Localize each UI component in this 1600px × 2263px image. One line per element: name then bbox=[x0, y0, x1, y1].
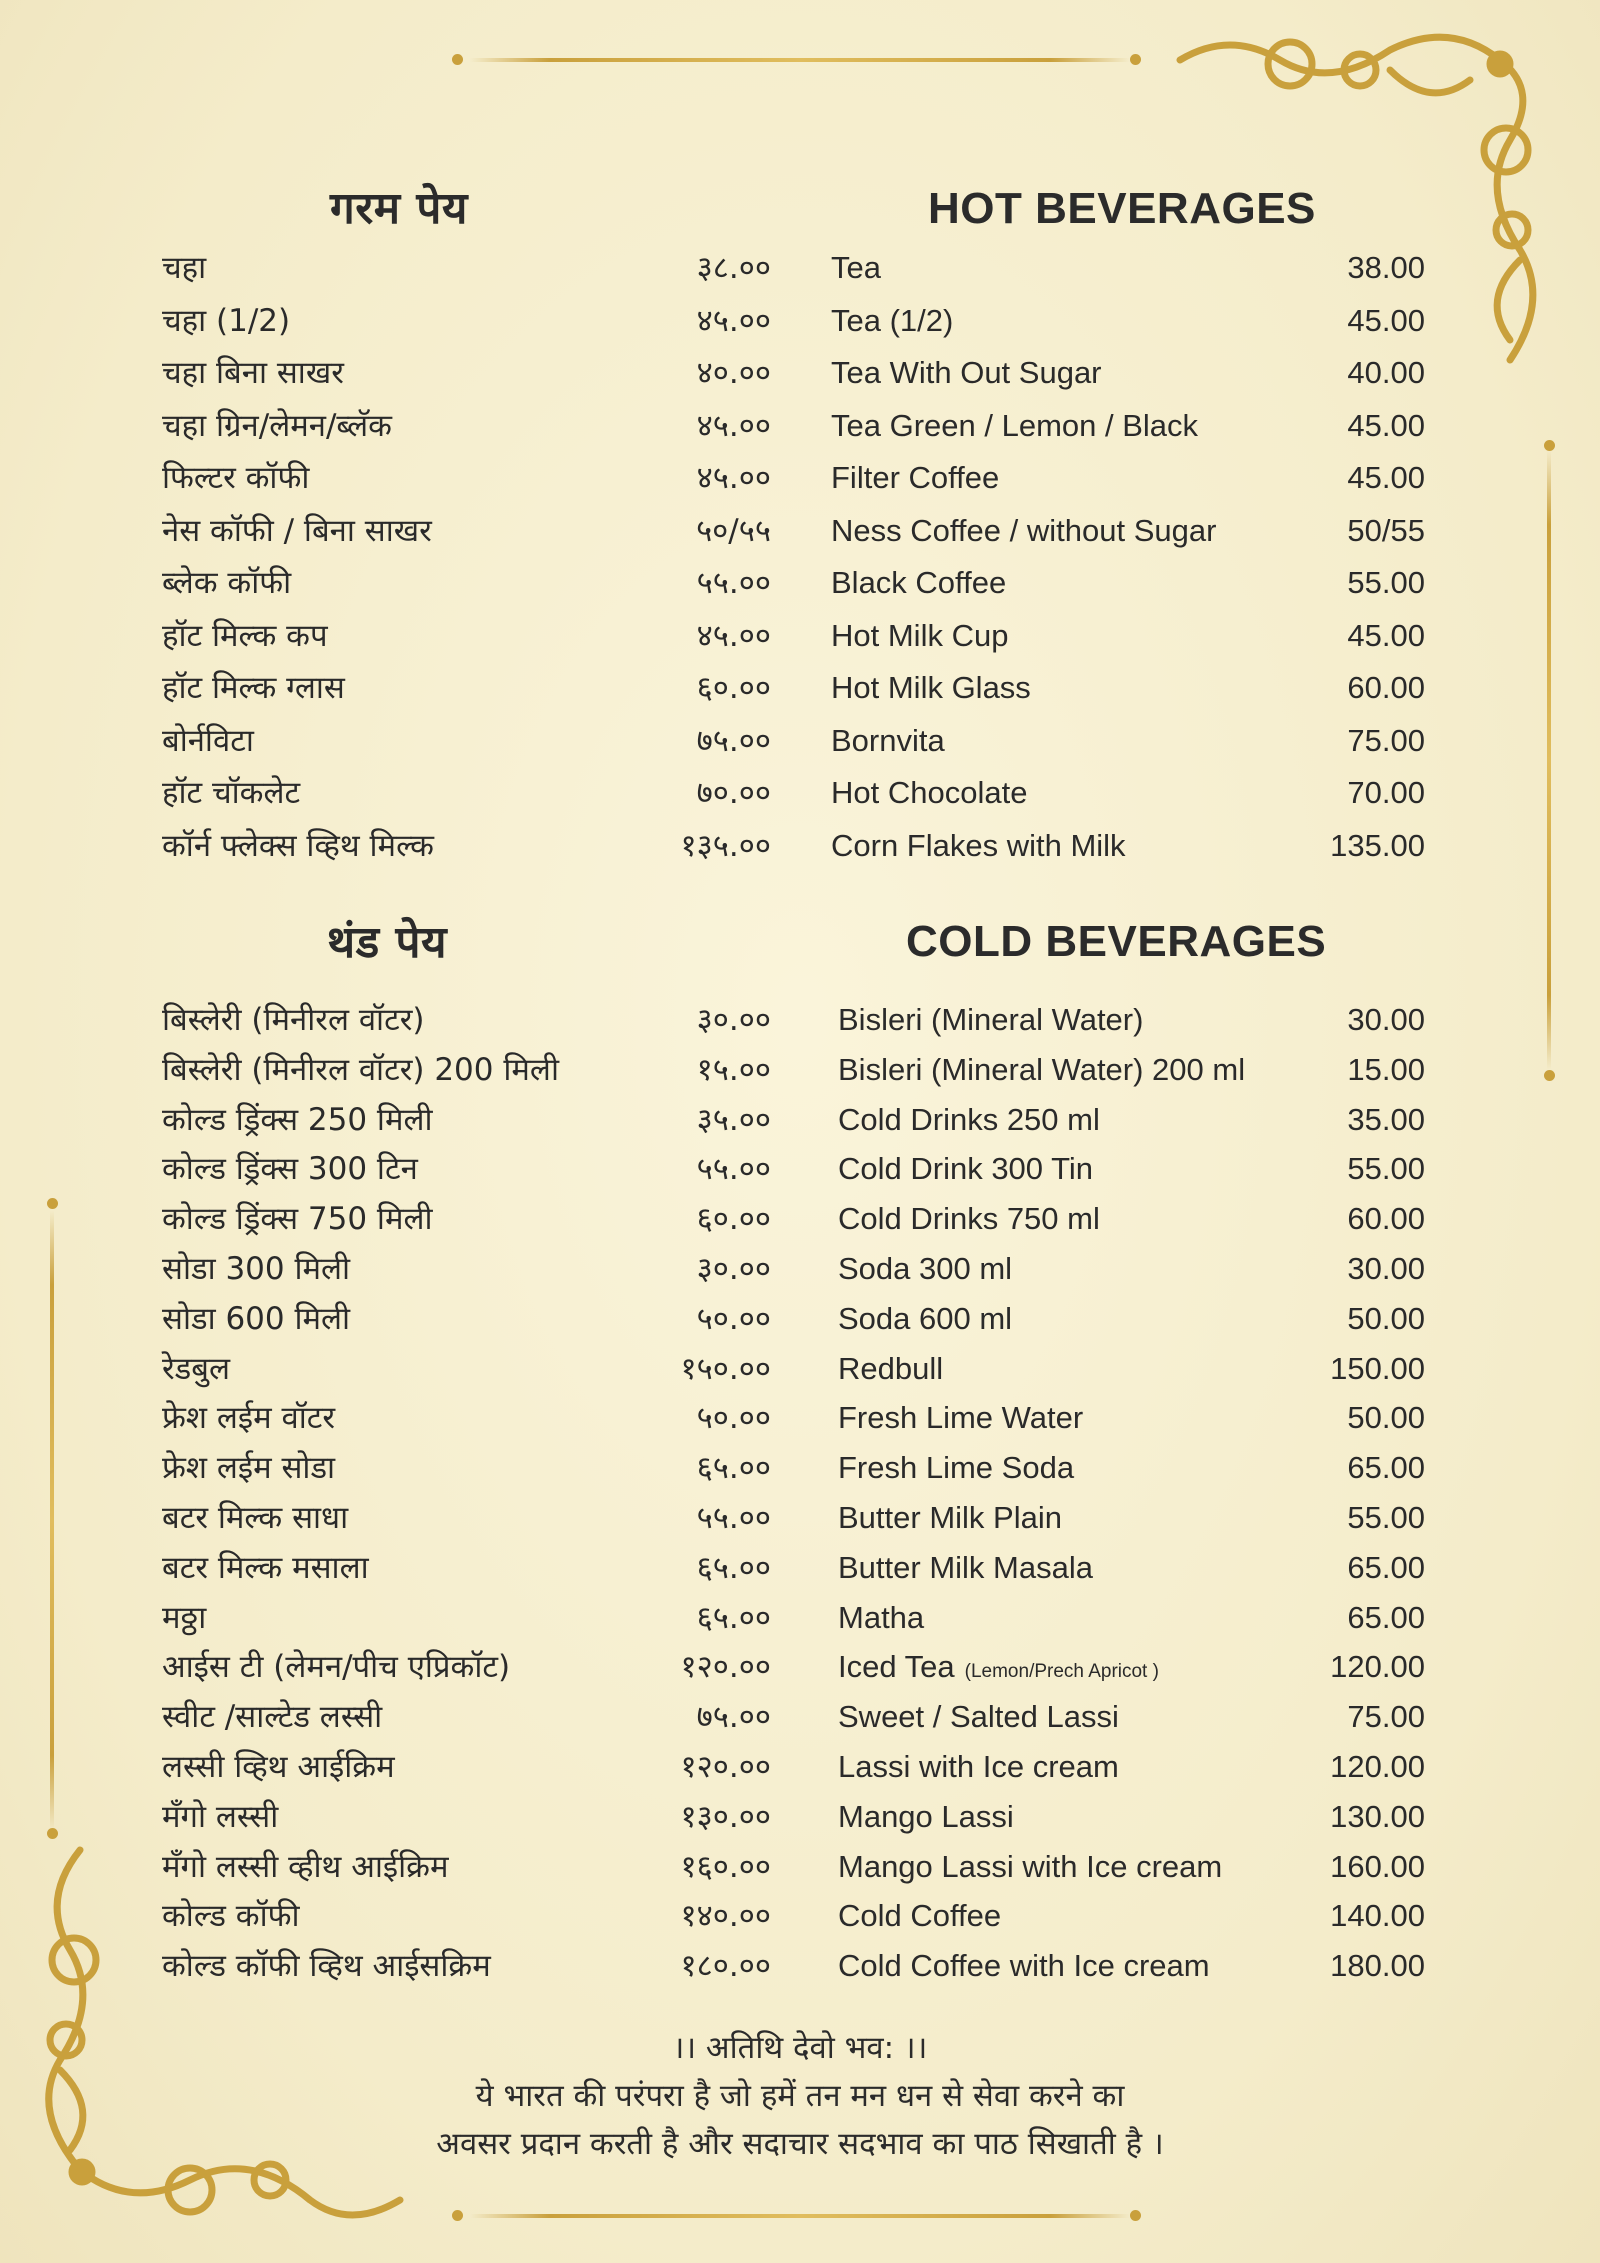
item-price-hindi: ३०.०० bbox=[696, 1251, 771, 1287]
hot-heading-english: HOT BEVERAGES bbox=[928, 184, 1316, 233]
item-name-hindi: बिस्लेरी (मिनीरल वॉटर) bbox=[162, 1002, 425, 1038]
item-price: 38.00 bbox=[1347, 250, 1425, 285]
item-price-hindi: ६०.०० bbox=[696, 670, 771, 706]
item-price-hindi: १६०.०० bbox=[680, 1848, 771, 1885]
item-name-english: Tea With Out Sugar bbox=[831, 355, 1102, 390]
hot-menu-row bbox=[0, 453, 1600, 503]
cold-menu-row bbox=[0, 1742, 1600, 1792]
item-price: 55.00 bbox=[1347, 1151, 1425, 1187]
top-border-dot bbox=[1130, 54, 1141, 65]
cold-menu-row bbox=[0, 1294, 1600, 1344]
hot-heading-hindi: गरम पेय bbox=[330, 183, 468, 234]
item-name-hindi: स्वीट /साल्टेड लस्सी bbox=[162, 1699, 383, 1736]
item-name-hindi: कॉर्न फ्लेक्स व्हिथ मिल्क bbox=[162, 827, 434, 864]
item-name-hindi: हॉट मिल्क कप bbox=[162, 617, 328, 654]
item-name-english: Butter Milk Masala bbox=[838, 1549, 1093, 1585]
item-price: 45.00 bbox=[1347, 407, 1425, 443]
item-price: 50/55 bbox=[1347, 512, 1425, 548]
item-price-hindi: ६५.०० bbox=[696, 1450, 771, 1487]
cold-menu-row bbox=[0, 1393, 1600, 1443]
cold-heading-hindi: थंड पेय bbox=[327, 917, 447, 968]
hot-menu-row bbox=[0, 243, 1600, 293]
item-price-hindi: ७५.०० bbox=[696, 1699, 771, 1736]
item-price: 75.00 bbox=[1347, 1699, 1425, 1735]
item-name-hindi: ब्लेक कॉफी bbox=[162, 565, 292, 601]
item-name-english: Bisleri (Mineral Water) bbox=[838, 1002, 1144, 1037]
item-name-hindi: मठ्ठा bbox=[162, 1599, 207, 1636]
item-name-english: Bisleri (Mineral Water) 200 ml bbox=[838, 1051, 1246, 1087]
item-price-hindi: १८०.०० bbox=[680, 1948, 771, 1985]
item-name-english: Tea Green / Lemon / Black bbox=[831, 407, 1199, 443]
item-name-english: Sweet / Salted Lassi bbox=[838, 1699, 1119, 1735]
item-price: 55.00 bbox=[1347, 565, 1425, 600]
item-price-hindi: ५०.०० bbox=[696, 1300, 771, 1337]
item-price-hindi: ४०.०० bbox=[696, 355, 771, 391]
item-price-hindi: १२०.०० bbox=[680, 1649, 771, 1686]
item-name-hindi: फिल्टर कॉफी bbox=[162, 460, 310, 496]
item-price: 45.00 bbox=[1347, 460, 1425, 495]
bottom-border-dot bbox=[452, 2210, 463, 2221]
item-name-english: Soda 300 ml bbox=[838, 1251, 1013, 1286]
item-name-english: Tea (1/2) bbox=[831, 302, 954, 338]
item-name-hindi: नेस कॉफी / बिना साखर bbox=[162, 512, 432, 549]
item-name-hindi: आईस टी (लेमन/पीच एप्रिकॉट) bbox=[162, 1649, 511, 1686]
item-price-hindi: ७५.०० bbox=[696, 722, 771, 759]
item-name-english: Corn Flakes with Milk bbox=[831, 827, 1126, 863]
item-price: 30.00 bbox=[1347, 1002, 1425, 1037]
item-price: 55.00 bbox=[1347, 1500, 1425, 1535]
item-price-hindi: ३०.०० bbox=[696, 1002, 771, 1038]
item-name-english bbox=[838, 1642, 1159, 1697]
item-price-hindi: ४५.०० bbox=[696, 460, 771, 496]
item-name-hindi: बिस्लेरी (मिनीरल वॉटर) 200 मिली bbox=[162, 1051, 559, 1088]
item-price: 45.00 bbox=[1347, 617, 1425, 653]
hot-menu-row bbox=[0, 821, 1600, 871]
item-name-hindi: बटर मिल्क मसाला bbox=[162, 1549, 369, 1586]
item-name-english: Hot Milk Glass bbox=[831, 670, 1031, 705]
item-name-hindi: लस्सी व्हिथ आईक्रिम bbox=[162, 1749, 395, 1785]
item-name-hindi: फ्रेश लईम वॉटर bbox=[162, 1400, 336, 1437]
item-name-english: Cold Drink 300 Tin bbox=[838, 1151, 1094, 1187]
hot-menu-row bbox=[0, 611, 1600, 661]
item-price: 180.00 bbox=[1330, 1948, 1425, 1984]
item-name-hindi: सोडा 300 मिली bbox=[162, 1251, 351, 1287]
item-price: 65.00 bbox=[1347, 1450, 1425, 1486]
footer-motto: ।। अतिथि देवो भव: ।। bbox=[672, 2030, 928, 2066]
item-price-hindi: ७०.०० bbox=[696, 775, 771, 811]
cold-menu-row bbox=[0, 1095, 1600, 1145]
item-name-english: Matha bbox=[838, 1599, 925, 1635]
item-name-english: Mango Lassi with Ice cream bbox=[838, 1848, 1223, 1884]
hot-menu-row bbox=[0, 558, 1600, 608]
item-price: 140.00 bbox=[1330, 1898, 1425, 1934]
item-name-hindi: कोल्ड ड्रिंक्स 300 टिन bbox=[162, 1151, 418, 1188]
cold-menu-row bbox=[0, 1792, 1600, 1842]
item-price-hindi: ५०/५५ bbox=[696, 512, 771, 549]
item-price: 35.00 bbox=[1347, 1101, 1425, 1137]
item-price: 50.00 bbox=[1347, 1300, 1425, 1336]
item-name-hindi: कोल्ड ड्रिंक्स 750 मिली bbox=[162, 1201, 433, 1238]
item-price: 75.00 bbox=[1347, 722, 1425, 758]
top-border-dot bbox=[452, 54, 463, 65]
item-name-english: Bornvita bbox=[831, 722, 945, 758]
top-border-line bbox=[470, 58, 1130, 62]
item-price: 120.00 bbox=[1330, 1749, 1425, 1784]
item-name-english: Hot Milk Cup bbox=[831, 617, 1009, 653]
item-price: 70.00 bbox=[1347, 775, 1425, 810]
item-name-hindi: चहा ग्रिन/लेमन/ब्लॅक bbox=[162, 407, 392, 444]
item-name-english: Ness Coffee / without Sugar bbox=[831, 512, 1217, 548]
item-price: 50.00 bbox=[1347, 1400, 1425, 1436]
item-name-hindi: चहा (1/2) bbox=[162, 302, 291, 339]
item-price-hindi: ३८.०० bbox=[696, 250, 771, 286]
item-price-hindi: १५०.०० bbox=[680, 1350, 771, 1387]
cold-menu-row bbox=[0, 1194, 1600, 1244]
item-name-hindi: बटर मिल्क साधा bbox=[162, 1500, 349, 1536]
item-price: 130.00 bbox=[1330, 1798, 1425, 1834]
item-price-hindi: ५०.०० bbox=[696, 1400, 771, 1437]
item-name-hindi: बोर्नविटा bbox=[162, 722, 254, 759]
item-name-english: Butter Milk Plain bbox=[838, 1500, 1062, 1535]
cold-menu-row bbox=[0, 1642, 1600, 1692]
item-name-hindi: चहा बिना साखर bbox=[162, 355, 344, 391]
cold-menu-row bbox=[0, 1891, 1600, 1941]
item-name-english: Fresh Lime Soda bbox=[838, 1450, 1075, 1486]
cold-menu-row bbox=[0, 1493, 1600, 1543]
cold-menu-row bbox=[0, 1543, 1600, 1593]
item-name-english: Mango Lassi bbox=[838, 1798, 1014, 1834]
item-name-hindi: मॅंगो लस्सी व्हीथ आईक्रिम bbox=[162, 1848, 449, 1885]
footer-line-2: ये भारत की परंपरा है जो हमें तन मन धन से सेवा करने का bbox=[475, 2078, 1125, 2114]
item-name-english-text: Iced Tea bbox=[838, 1649, 955, 1685]
bottom-border-dot bbox=[1130, 2210, 1141, 2221]
hot-menu-row bbox=[0, 401, 1600, 451]
hot-menu-row bbox=[0, 716, 1600, 766]
hot-menu-row bbox=[0, 768, 1600, 818]
item-name-hindi: कोल्ड कॉफी व्हिथ आईसक्रिम bbox=[162, 1948, 491, 1985]
item-price-hindi: ४५.०० bbox=[696, 407, 771, 444]
item-price-hindi: ५५.०० bbox=[696, 1151, 771, 1188]
item-price: 60.00 bbox=[1347, 670, 1425, 705]
item-name-hindi: रेडबुल bbox=[162, 1350, 230, 1387]
footer-line-3: अवसर प्रदान करती है और सदाचार सदभाव का पाठ सिखाती है । bbox=[436, 2126, 1164, 2162]
cold-menu-row bbox=[0, 995, 1600, 1045]
item-variant-note: (Lemon/Prech Apricot ) bbox=[964, 1661, 1159, 1683]
item-price: 15.00 bbox=[1347, 1051, 1425, 1087]
cold-menu-row bbox=[0, 1842, 1600, 1892]
item-price-hindi: १५.०० bbox=[696, 1051, 771, 1088]
item-name-english: Cold Drinks 750 ml bbox=[838, 1201, 1100, 1237]
item-name-english: Tea bbox=[831, 250, 881, 285]
item-name-english: Hot Chocolate bbox=[831, 775, 1028, 810]
item-price: 150.00 bbox=[1330, 1350, 1425, 1386]
item-price: 120.00 bbox=[1330, 1649, 1425, 1685]
item-name-hindi: फ्रेश लईम सोडा bbox=[162, 1450, 336, 1487]
item-name-hindi: कोल्ड ड्रिंक्स 250 मिली bbox=[162, 1101, 433, 1138]
item-name-english: Fresh Lime Water bbox=[838, 1400, 1084, 1436]
item-price: 45.00 bbox=[1347, 302, 1425, 338]
cold-heading-english: COLD BEVERAGES bbox=[906, 917, 1327, 966]
hot-menu-row bbox=[0, 348, 1600, 398]
item-name-english: Cold Coffee with Ice cream bbox=[838, 1948, 1210, 1984]
item-name-english: Cold Coffee bbox=[838, 1898, 1002, 1934]
item-price-hindi: ६५.०० bbox=[696, 1599, 771, 1636]
item-name-english: Redbull bbox=[838, 1350, 944, 1386]
item-price-hindi: ३५.०० bbox=[696, 1101, 771, 1138]
item-price: 30.00 bbox=[1347, 1251, 1425, 1286]
item-name-english: Black Coffee bbox=[831, 565, 1007, 600]
cold-menu-row bbox=[0, 1593, 1600, 1643]
item-name-hindi: चहा bbox=[162, 250, 207, 286]
cold-menu-row bbox=[0, 1344, 1600, 1394]
hot-menu-row bbox=[0, 296, 1600, 346]
item-price-hindi: १४०.०० bbox=[680, 1898, 771, 1935]
item-name-english: Soda 600 ml bbox=[838, 1300, 1013, 1336]
item-name-hindi: मॅंगो लस्सी bbox=[162, 1798, 279, 1835]
cold-menu-row bbox=[0, 1443, 1600, 1493]
item-name-hindi: कोल्ड कॉफी bbox=[162, 1898, 300, 1935]
hot-menu-row bbox=[0, 506, 1600, 556]
item-name-english: Filter Coffee bbox=[831, 460, 1000, 495]
item-name-english: Lassi with Ice cream bbox=[838, 1749, 1119, 1784]
item-name-hindi: हॉट चॉकलेट bbox=[162, 775, 301, 811]
bottom-border-line bbox=[470, 2214, 1130, 2218]
item-price-hindi: १३५.०० bbox=[680, 827, 771, 864]
item-price-hindi: १२०.०० bbox=[680, 1749, 771, 1785]
cold-menu-row bbox=[0, 1692, 1600, 1742]
item-price-hindi: १३०.०० bbox=[680, 1798, 771, 1835]
hot-menu-row bbox=[0, 663, 1600, 713]
item-price: 40.00 bbox=[1347, 355, 1425, 390]
cold-menu-row bbox=[0, 1045, 1600, 1095]
cold-menu-row bbox=[0, 1144, 1600, 1194]
item-name-hindi: हॉट मिल्क ग्लास bbox=[162, 670, 345, 706]
item-price: 135.00 bbox=[1330, 827, 1425, 863]
item-price: 65.00 bbox=[1347, 1599, 1425, 1635]
item-price-hindi: ४५.०० bbox=[696, 617, 771, 654]
item-price-hindi: ४५.०० bbox=[696, 302, 771, 339]
item-price: 60.00 bbox=[1347, 1201, 1425, 1237]
item-price-hindi: ६०.०० bbox=[696, 1201, 771, 1238]
item-name-english: Cold Drinks 250 ml bbox=[838, 1101, 1100, 1137]
cold-menu-row bbox=[0, 1244, 1600, 1294]
item-price: 65.00 bbox=[1347, 1549, 1425, 1585]
item-name-hindi: सोडा 600 मिली bbox=[162, 1300, 351, 1337]
item-price-hindi: ५५.०० bbox=[696, 1500, 771, 1536]
item-price-hindi: ५५.०० bbox=[696, 565, 771, 601]
item-price-hindi: ६५.०० bbox=[696, 1549, 771, 1586]
item-price: 160.00 bbox=[1330, 1848, 1425, 1884]
cold-menu-row bbox=[0, 1941, 1600, 1991]
